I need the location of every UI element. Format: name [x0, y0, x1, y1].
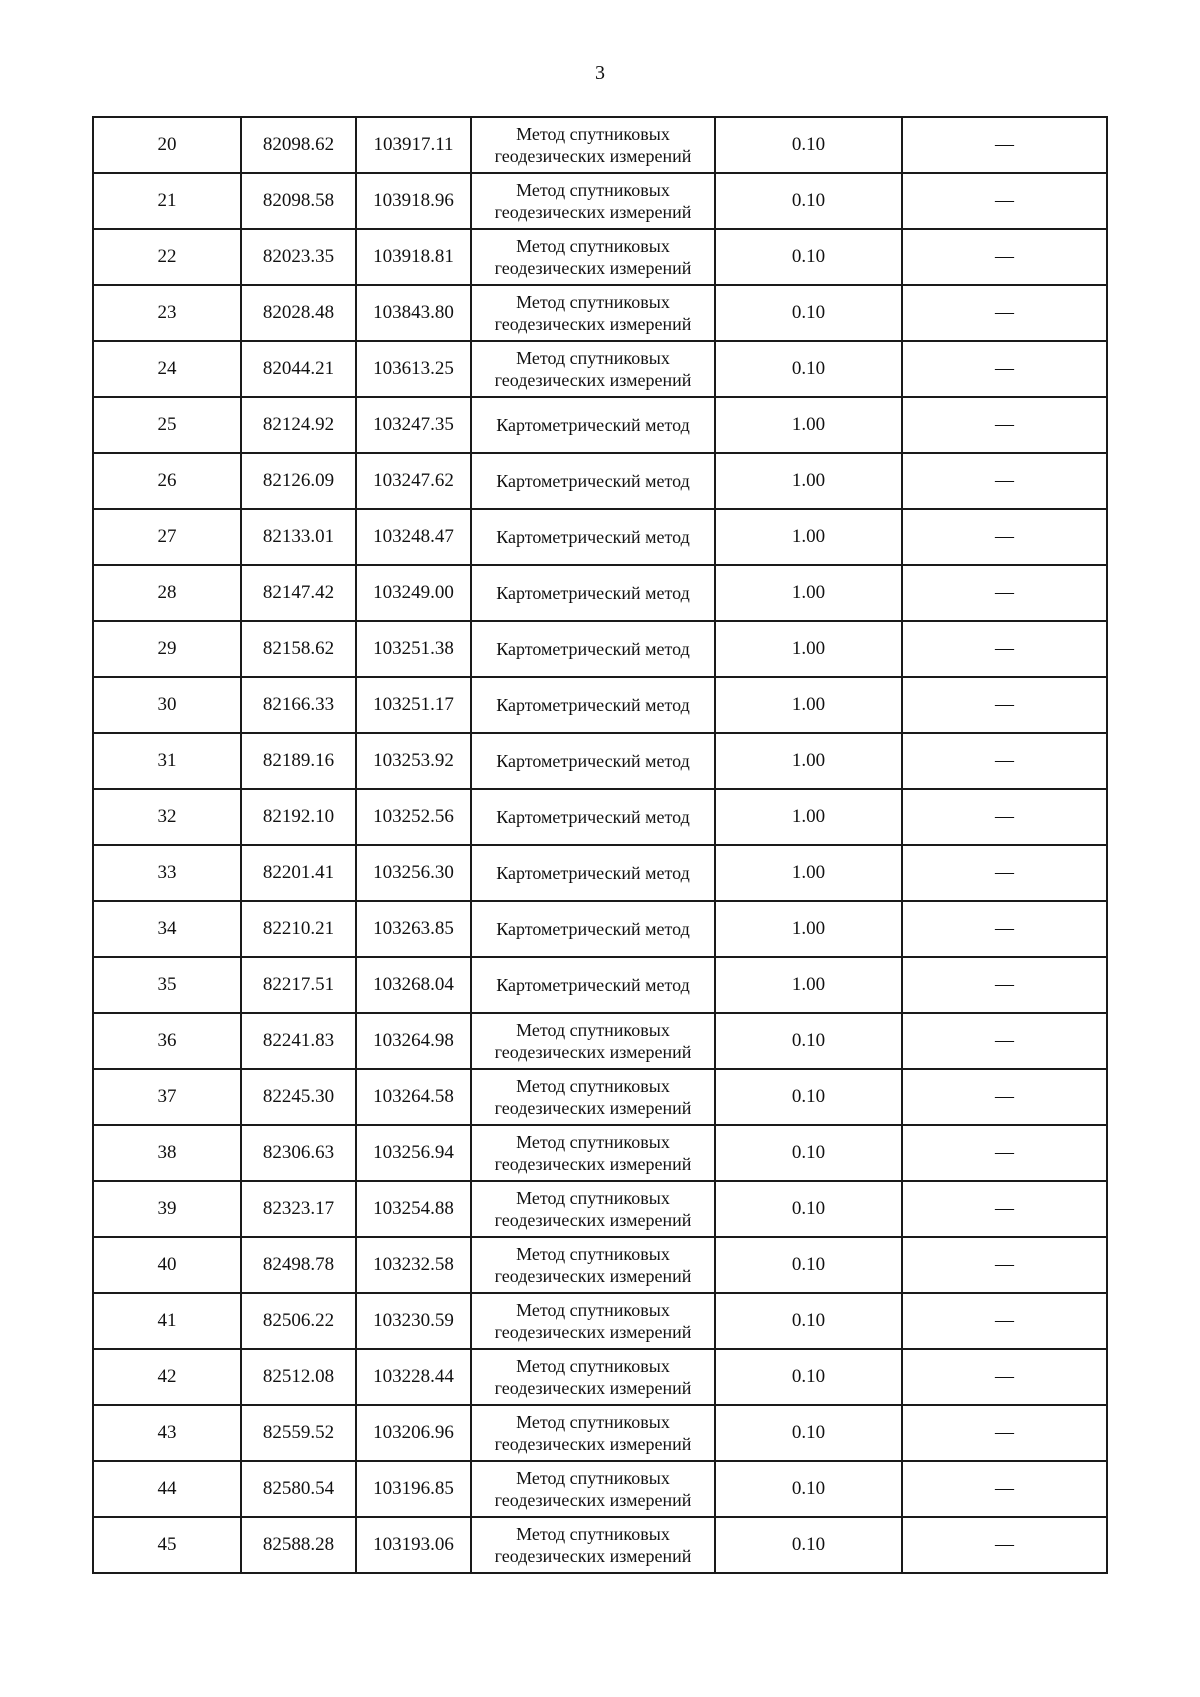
accuracy-cell: 0.10: [715, 1181, 902, 1237]
accuracy-cell: 0.10: [715, 1069, 902, 1125]
point-number-cell: 32: [93, 789, 241, 845]
x-coordinate-cell: 82166.33: [241, 677, 356, 733]
y-coordinate-cell: 103247.62: [356, 453, 471, 509]
y-coordinate-cell: 103843.80: [356, 285, 471, 341]
method-cell: Метод спутниковых геодезических измерений: [471, 1349, 715, 1405]
table-row: [93, 1349, 1107, 1405]
table-row: [93, 733, 1107, 789]
method-cell: Картометрический метод: [471, 453, 715, 509]
accuracy-cell: 1.00: [715, 789, 902, 845]
accuracy-cell: 1.00: [715, 453, 902, 509]
x-coordinate-cell: 82506.22: [241, 1293, 356, 1349]
note-cell: —: [902, 509, 1107, 565]
point-number-cell: 24: [93, 341, 241, 397]
x-coordinate-cell: 82126.09: [241, 453, 356, 509]
method-cell: Метод спутниковых геодезических измерений: [471, 1517, 715, 1573]
method-cell: Метод спутниковых геодезических измерений: [471, 1237, 715, 1293]
x-coordinate-cell: 82201.41: [241, 845, 356, 901]
x-coordinate-cell: 82044.21: [241, 341, 356, 397]
point-number-cell: 44: [93, 1461, 241, 1517]
accuracy-cell: 1.00: [715, 621, 902, 677]
point-number-cell: 37: [93, 1069, 241, 1125]
y-coordinate-cell: 103263.85: [356, 901, 471, 957]
method-cell: Метод спутниковых геодезических измерений: [471, 1125, 715, 1181]
x-coordinate-cell: 82158.62: [241, 621, 356, 677]
y-coordinate-cell: 103249.00: [356, 565, 471, 621]
y-coordinate-cell: 103613.25: [356, 341, 471, 397]
table-row: [93, 789, 1107, 845]
accuracy-cell: 1.00: [715, 565, 902, 621]
method-cell: Картометрический метод: [471, 565, 715, 621]
method-cell: Картометрический метод: [471, 789, 715, 845]
coordinates-table-body: [93, 117, 1107, 1573]
table-row: [93, 565, 1107, 621]
x-coordinate-cell: 82498.78: [241, 1237, 356, 1293]
x-coordinate-cell: 82588.28: [241, 1517, 356, 1573]
table-row: [93, 1293, 1107, 1349]
note-cell: —: [902, 957, 1107, 1013]
table-row: [93, 453, 1107, 509]
method-cell: Картометрический метод: [471, 509, 715, 565]
note-cell: —: [902, 1349, 1107, 1405]
x-coordinate-cell: 82147.42: [241, 565, 356, 621]
table-row: [93, 845, 1107, 901]
note-cell: —: [902, 397, 1107, 453]
method-cell: Картометрический метод: [471, 677, 715, 733]
table-row: [93, 1013, 1107, 1069]
note-cell: —: [902, 285, 1107, 341]
table-row: [93, 509, 1107, 565]
point-number-cell: 33: [93, 845, 241, 901]
table-row: [93, 677, 1107, 733]
y-coordinate-cell: 103253.92: [356, 733, 471, 789]
note-cell: —: [902, 733, 1107, 789]
note-cell: —: [902, 1237, 1107, 1293]
accuracy-cell: 0.10: [715, 173, 902, 229]
note-cell: —: [902, 229, 1107, 285]
y-coordinate-cell: 103193.06: [356, 1517, 471, 1573]
method-cell: Картометрический метод: [471, 845, 715, 901]
y-coordinate-cell: 103251.17: [356, 677, 471, 733]
table-row: [93, 1181, 1107, 1237]
note-cell: —: [902, 1013, 1107, 1069]
method-cell: Метод спутниковых геодезических измерений: [471, 1069, 715, 1125]
point-number-cell: 23: [93, 285, 241, 341]
table-row: [93, 957, 1107, 1013]
accuracy-cell: 1.00: [715, 957, 902, 1013]
note-cell: —: [902, 1181, 1107, 1237]
note-cell: —: [902, 565, 1107, 621]
note-cell: —: [902, 1461, 1107, 1517]
note-cell: —: [902, 789, 1107, 845]
method-cell: Картометрический метод: [471, 621, 715, 677]
method-cell: Метод спутниковых геодезических измерений: [471, 1293, 715, 1349]
x-coordinate-cell: 82241.83: [241, 1013, 356, 1069]
table-row: [93, 1237, 1107, 1293]
table-row: [93, 1517, 1107, 1573]
y-coordinate-cell: 103256.94: [356, 1125, 471, 1181]
point-number-cell: 39: [93, 1181, 241, 1237]
x-coordinate-cell: 82189.16: [241, 733, 356, 789]
accuracy-cell: 0.10: [715, 1461, 902, 1517]
point-number-cell: 42: [93, 1349, 241, 1405]
method-cell: Картометрический метод: [471, 957, 715, 1013]
table-row: [93, 1461, 1107, 1517]
table-row: [93, 341, 1107, 397]
table-row: [93, 621, 1107, 677]
coordinates-table: [92, 116, 1108, 1574]
x-coordinate-cell: 82306.63: [241, 1125, 356, 1181]
accuracy-cell: 1.00: [715, 677, 902, 733]
point-number-cell: 25: [93, 397, 241, 453]
method-cell: Метод спутниковых геодезических измерений: [471, 341, 715, 397]
point-number-cell: 29: [93, 621, 241, 677]
point-number-cell: 36: [93, 1013, 241, 1069]
table-row: [93, 1125, 1107, 1181]
note-cell: —: [902, 1405, 1107, 1461]
x-coordinate-cell: 82192.10: [241, 789, 356, 845]
table-row: [93, 1069, 1107, 1125]
point-number-cell: 27: [93, 509, 241, 565]
x-coordinate-cell: 82133.01: [241, 509, 356, 565]
accuracy-cell: 1.00: [715, 509, 902, 565]
y-coordinate-cell: 103252.56: [356, 789, 471, 845]
method-cell: Метод спутниковых геодезических измерений: [471, 1405, 715, 1461]
note-cell: —: [902, 1293, 1107, 1349]
y-coordinate-cell: 103251.38: [356, 621, 471, 677]
x-coordinate-cell: 82217.51: [241, 957, 356, 1013]
point-number-cell: 35: [93, 957, 241, 1013]
x-coordinate-cell: 82210.21: [241, 901, 356, 957]
x-coordinate-cell: 82512.08: [241, 1349, 356, 1405]
point-number-cell: 38: [93, 1125, 241, 1181]
accuracy-cell: 0.10: [715, 1013, 902, 1069]
accuracy-cell: 0.10: [715, 341, 902, 397]
y-coordinate-cell: 103254.88: [356, 1181, 471, 1237]
y-coordinate-cell: 103264.98: [356, 1013, 471, 1069]
accuracy-cell: 0.10: [715, 229, 902, 285]
y-coordinate-cell: 103917.11: [356, 117, 471, 173]
point-number-cell: 20: [93, 117, 241, 173]
y-coordinate-cell: 103918.96: [356, 173, 471, 229]
y-coordinate-cell: 103264.58: [356, 1069, 471, 1125]
y-coordinate-cell: 103918.81: [356, 229, 471, 285]
note-cell: —: [902, 677, 1107, 733]
x-coordinate-cell: 82580.54: [241, 1461, 356, 1517]
note-cell: —: [902, 341, 1107, 397]
coordinates-table-container: [92, 116, 1106, 1574]
point-number-cell: 31: [93, 733, 241, 789]
note-cell: —: [902, 1125, 1107, 1181]
note-cell: —: [902, 453, 1107, 509]
method-cell: Метод спутниковых геодезических измерений: [471, 1013, 715, 1069]
note-cell: —: [902, 1069, 1107, 1125]
y-coordinate-cell: 103248.47: [356, 509, 471, 565]
point-number-cell: 28: [93, 565, 241, 621]
point-number-cell: 41: [93, 1293, 241, 1349]
accuracy-cell: 0.10: [715, 117, 902, 173]
x-coordinate-cell: 82323.17: [241, 1181, 356, 1237]
accuracy-cell: 1.00: [715, 397, 902, 453]
x-coordinate-cell: 82028.48: [241, 285, 356, 341]
table-row: [93, 901, 1107, 957]
accuracy-cell: 0.10: [715, 1405, 902, 1461]
y-coordinate-cell: 103196.85: [356, 1461, 471, 1517]
accuracy-cell: 0.10: [715, 1237, 902, 1293]
table-row: [93, 1405, 1107, 1461]
note-cell: —: [902, 901, 1107, 957]
accuracy-cell: 0.10: [715, 1125, 902, 1181]
method-cell: Метод спутниковых геодезических измерений: [471, 117, 715, 173]
method-cell: Метод спутниковых геодезических измерений: [471, 229, 715, 285]
x-coordinate-cell: 82023.35: [241, 229, 356, 285]
table-row: [93, 117, 1107, 173]
point-number-cell: 45: [93, 1517, 241, 1573]
method-cell: Картометрический метод: [471, 733, 715, 789]
note-cell: —: [902, 1517, 1107, 1573]
note-cell: —: [902, 621, 1107, 677]
table-row: [93, 285, 1107, 341]
method-cell: Метод спутниковых геодезических измерений: [471, 285, 715, 341]
y-coordinate-cell: 103230.59: [356, 1293, 471, 1349]
x-coordinate-cell: 82245.30: [241, 1069, 356, 1125]
note-cell: —: [902, 173, 1107, 229]
accuracy-cell: 0.10: [715, 1517, 902, 1573]
accuracy-cell: 1.00: [715, 901, 902, 957]
y-coordinate-cell: 103232.58: [356, 1237, 471, 1293]
x-coordinate-cell: 82124.92: [241, 397, 356, 453]
point-number-cell: 43: [93, 1405, 241, 1461]
method-cell: Метод спутниковых геодезических измерений: [471, 173, 715, 229]
x-coordinate-cell: 82098.62: [241, 117, 356, 173]
y-coordinate-cell: 103247.35: [356, 397, 471, 453]
point-number-cell: 21: [93, 173, 241, 229]
table-row: [93, 229, 1107, 285]
note-cell: —: [902, 845, 1107, 901]
accuracy-cell: 0.10: [715, 1293, 902, 1349]
accuracy-cell: 1.00: [715, 733, 902, 789]
y-coordinate-cell: 103228.44: [356, 1349, 471, 1405]
method-cell: Картометрический метод: [471, 397, 715, 453]
note-cell: —: [902, 117, 1107, 173]
point-number-cell: 26: [93, 453, 241, 509]
point-number-cell: 22: [93, 229, 241, 285]
y-coordinate-cell: 103256.30: [356, 845, 471, 901]
method-cell: Картометрический метод: [471, 901, 715, 957]
accuracy-cell: 0.10: [715, 1349, 902, 1405]
point-number-cell: 34: [93, 901, 241, 957]
y-coordinate-cell: 103206.96: [356, 1405, 471, 1461]
table-row: [93, 397, 1107, 453]
y-coordinate-cell: 103268.04: [356, 957, 471, 1013]
accuracy-cell: 1.00: [715, 845, 902, 901]
method-cell: Метод спутниковых геодезических измерений: [471, 1181, 715, 1237]
x-coordinate-cell: 82098.58: [241, 173, 356, 229]
accuracy-cell: 0.10: [715, 285, 902, 341]
point-number-cell: 40: [93, 1237, 241, 1293]
table-row: [93, 173, 1107, 229]
method-cell: Метод спутниковых геодезических измерений: [471, 1461, 715, 1517]
page-number: 3: [595, 62, 605, 84]
point-number-cell: 30: [93, 677, 241, 733]
x-coordinate-cell: 82559.52: [241, 1405, 356, 1461]
